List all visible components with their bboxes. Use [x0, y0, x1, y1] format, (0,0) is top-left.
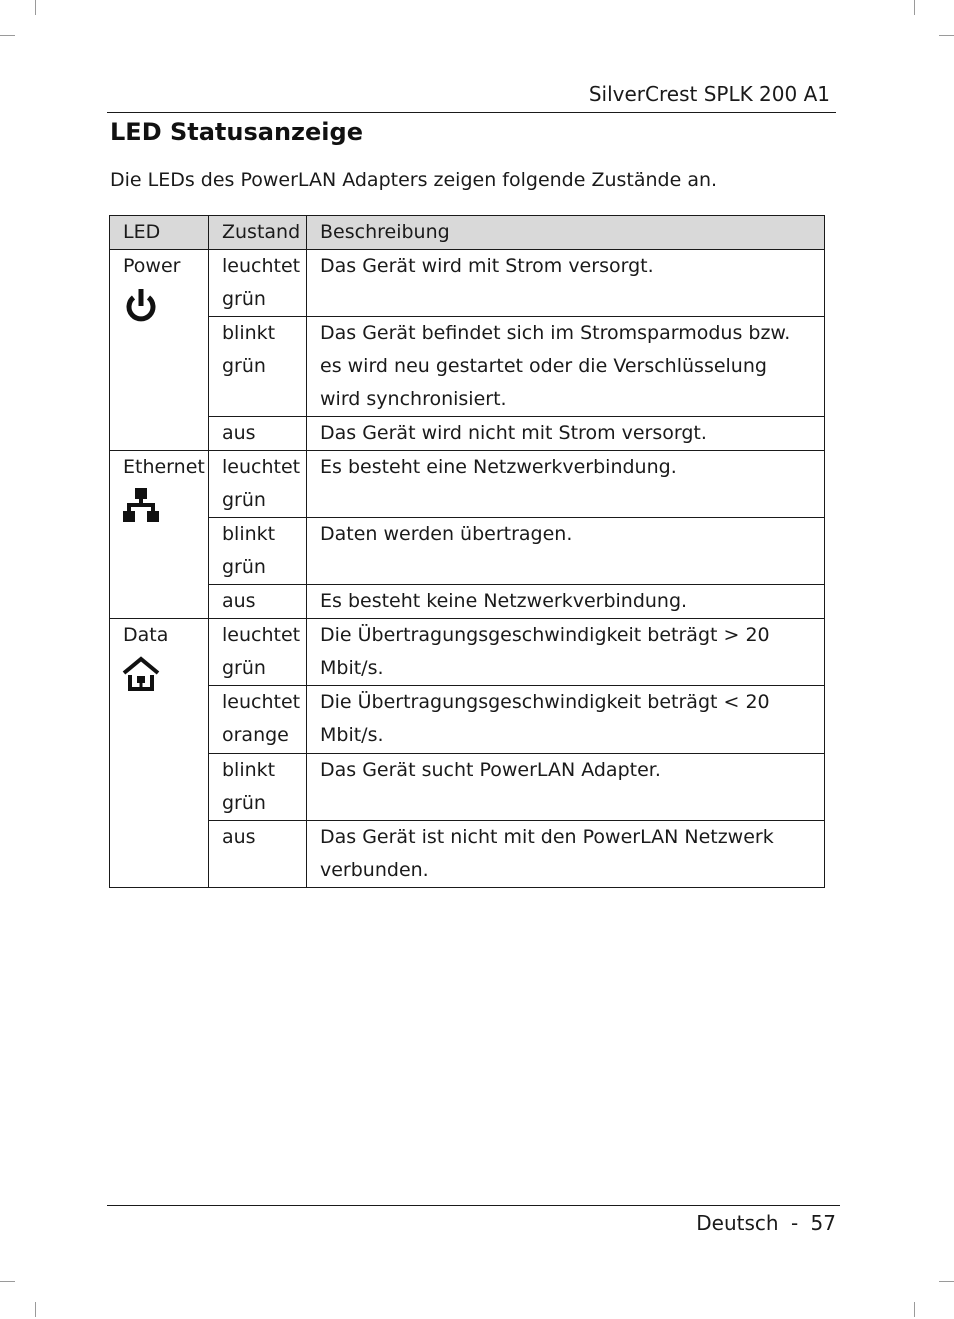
led-cell-power: [110, 250, 209, 451]
table-row: [110, 317, 825, 417]
crop-mark: [0, 1281, 15, 1282]
table-row: [110, 451, 825, 518]
description-cell: Das Gerät befindet sich im Stromsparmodus bzw. es wird neu gestartet oder die Verschlüsselung wird synchronisiert.: [307, 317, 825, 417]
table-row: [110, 821, 825, 888]
state-cell: leuchtet orange: [209, 686, 307, 754]
table-row: [110, 686, 825, 754]
crop-mark: [35, 0, 36, 15]
description-cell: Es besteht keine Netzwerkverbindung.: [307, 585, 825, 619]
description-cell: Das Gerät wird nicht mit Strom versorgt.: [307, 417, 825, 451]
led-cell-ethernet: [110, 451, 209, 619]
state-cell: aus: [209, 417, 307, 451]
table-row: [110, 417, 825, 451]
table-row: [110, 250, 825, 317]
crop-mark: [939, 35, 954, 36]
column-header-state: Zustand: [209, 216, 307, 250]
description-cell: Die Übertragungsgeschwindigkeit beträgt < 20 Mbit/s.: [307, 686, 825, 754]
led-name: Power: [123, 255, 181, 277]
description-cell: Daten werden übertragen.: [307, 518, 825, 585]
footer-separator: -: [790, 1211, 799, 1235]
table-header-row: [110, 216, 825, 250]
home-network-icon: [121, 654, 161, 694]
column-header-led: LED: [110, 216, 209, 250]
column-header-description: Beschreibung: [307, 216, 825, 250]
crop-mark: [0, 35, 15, 36]
led-cell-data: [110, 619, 209, 888]
page-footer: [696, 1211, 836, 1235]
state-cell: blinkt grün: [209, 317, 307, 417]
state-cell: blinkt grün: [209, 518, 307, 585]
description-cell: Das Gerät sucht PowerLAN Adapter.: [307, 754, 825, 821]
power-icon: [121, 285, 161, 325]
crop-mark: [914, 1302, 915, 1317]
crop-mark: [939, 1281, 954, 1282]
footer-language: Deutsch: [696, 1211, 779, 1235]
crop-mark: [914, 0, 915, 15]
ethernet-icon: [121, 486, 161, 526]
led-status-table: [109, 215, 825, 888]
state-cell: aus: [209, 585, 307, 619]
state-cell: blinkt grün: [209, 754, 307, 821]
state-cell: leuchtet grün: [209, 619, 307, 686]
section-title: LED Statusanzeige: [110, 118, 363, 146]
state-cell: aus: [209, 821, 307, 888]
state-cell: leuchtet grün: [209, 250, 307, 317]
table-row: [110, 619, 825, 686]
page-number: 57: [810, 1211, 836, 1235]
header-rule: [107, 112, 836, 113]
led-name: Ethernet: [123, 456, 205, 478]
table-row: [110, 518, 825, 585]
description-cell: Das Gerät ist nicht mit den PowerLAN Netzwerk verbunden.: [307, 821, 825, 888]
description-cell: Die Übertragungsgeschwindigkeit beträgt > 20 Mbit/s.: [307, 619, 825, 686]
led-name: Data: [123, 624, 169, 646]
state-cell: leuchtet grün: [209, 451, 307, 518]
table-row: [110, 585, 825, 619]
description-cell: Es besteht eine Netzwerkverbindung.: [307, 451, 825, 518]
table-row: [110, 754, 825, 821]
description-cell: Das Gerät wird mit Strom versorgt.: [307, 250, 825, 317]
running-header: SilverCrest SPLK 200 A1: [588, 82, 830, 106]
intro-text: Die LEDs des PowerLAN Adapters zeigen folgende Zustände an.: [110, 169, 718, 191]
footer-rule: [107, 1205, 840, 1206]
crop-mark: [35, 1302, 36, 1317]
